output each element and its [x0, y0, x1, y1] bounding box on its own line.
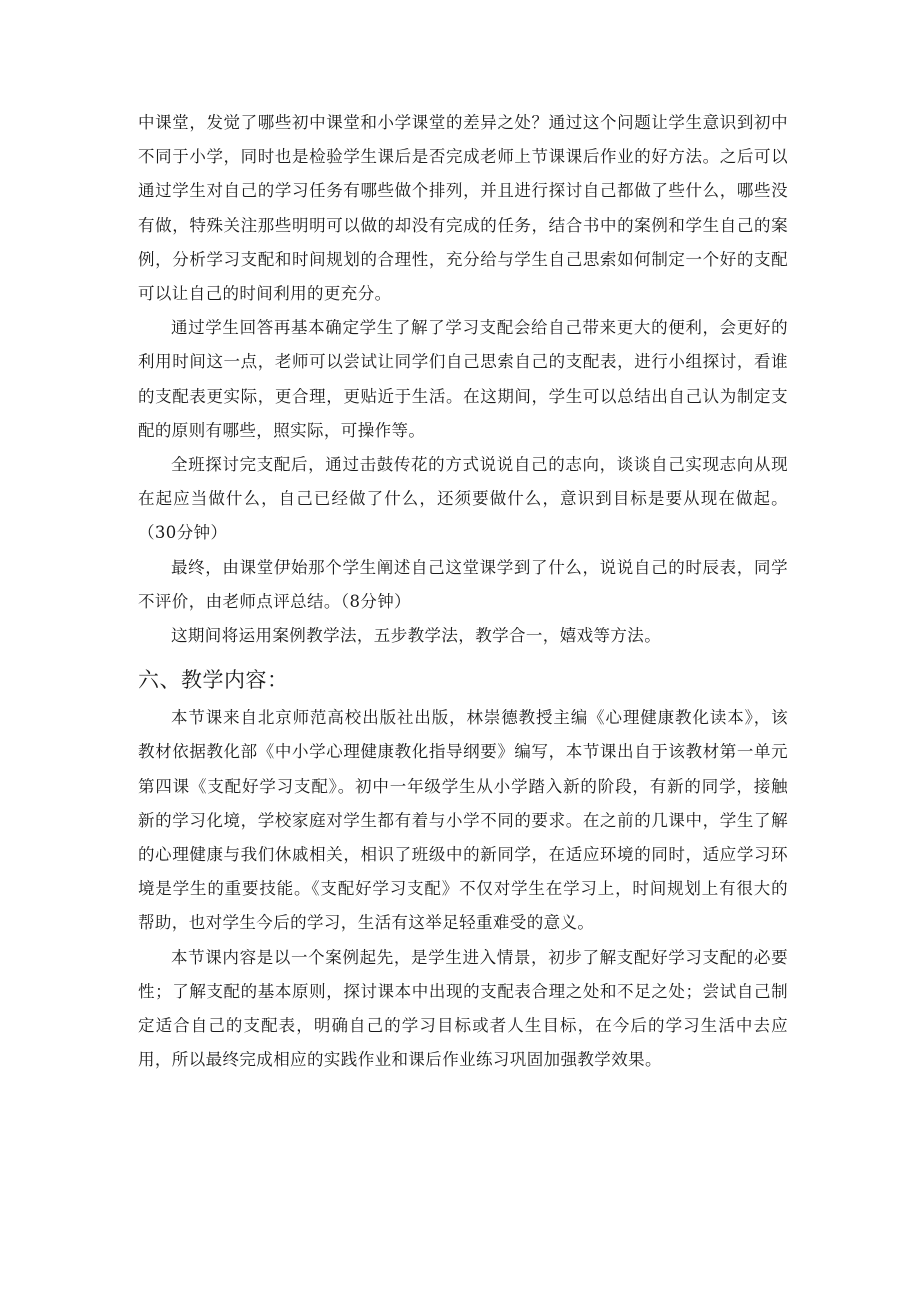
paragraph-lesson-content: 本节课内容是以一个案例起先，是学生进入情景，初步了解支配好学习支配的必要性；了解支配的基本原则，探讨课本中出现的支配表合理之处和不足之处；尝试自己制定适合自己的支配表，明确自己的学习目标或者人生目标，在今后的学习生活中去应用，所以最终完成相应的实践作业和课后作业练习巩固加强教学效果。: [138, 947, 788, 1070]
document-body: [138, 106, 788, 1077]
section-heading-teaching-content: 六、教学内容：: [138, 668, 289, 693]
paragraph-textbook-source: 本节课来自北京师范高校出版社出版，林崇德教授主编《心理健康教化读本》，该教材依据教化部《中小学心理健康教化指导纲要》编写，本节课出自于该教材第一单元第四课《支配好学习支配》。初中一年级学生从小学踏入新的阶段，有新的同学，接触新的学习化境，学校家庭对学生都有着与小学不同的要求。在之前的几课中，学生了解的心理健康与我们休戚相关，相识了班级中的新同学，在适应环境的同时，适应学习环境是学生的重要技能。《支配好学习支配》不仅对学生在学习上，时间规划上有很大的帮助，也对学生今后的学习，生活有这举足轻重难受的意义。: [138, 708, 788, 933]
paragraph-methods: 这期间将运用案例教学法，五步教学法，教学合一，嬉戏等方法。: [171, 626, 662, 646]
paragraph-summary: 最终，由课堂伊始那个学生阐述自己这堂课学到了什么，说说自己的时辰表，同学不评价，由老师点评总结。（8分钟）: [138, 557, 788, 611]
paragraph-schedule-discussion: 通过学生回答再基本确定学生了解了学习支配会给自己带来更大的便利，会更好的利用时间这一点，老师可以尝试让同学们自己思索自己的支配表，进行小组探讨，看谁的支配表更实际，更合理，更贴近于生活。在这期间，学生可以总结出自己认为制定支配的原则有哪些，照实际，可操作等。: [138, 318, 788, 440]
paragraph-class-discussion: 全班探讨完支配后，通过击鼓传花的方式说说自己的志向，谈谈自己实现志向从现在起应当做什么，自己已经做了什么，还须要做什么，意识到目标是要从现在做起。（30分钟）: [138, 455, 788, 543]
paragraph-continuation: 中课堂，发觉了哪些初中课堂和小学课堂的差异之处？通过这个问题让学生意识到初中不同于小学，同时也是检验学生课后是否完成老师上节课课后作业的好方法。之后可以通过学生对自己的学习任务有哪些做个排列，并且进行探讨自己都做了些什么，哪些没有做，特殊关注那些明明可以做的却没有完成的任务，结合书中的案例和学生自己的案例，分析学习支配和时间规划的合理性，充分给与学生自己思索如何制定一个好的支配可以让自己的时间利用的更充分。: [138, 113, 788, 304]
